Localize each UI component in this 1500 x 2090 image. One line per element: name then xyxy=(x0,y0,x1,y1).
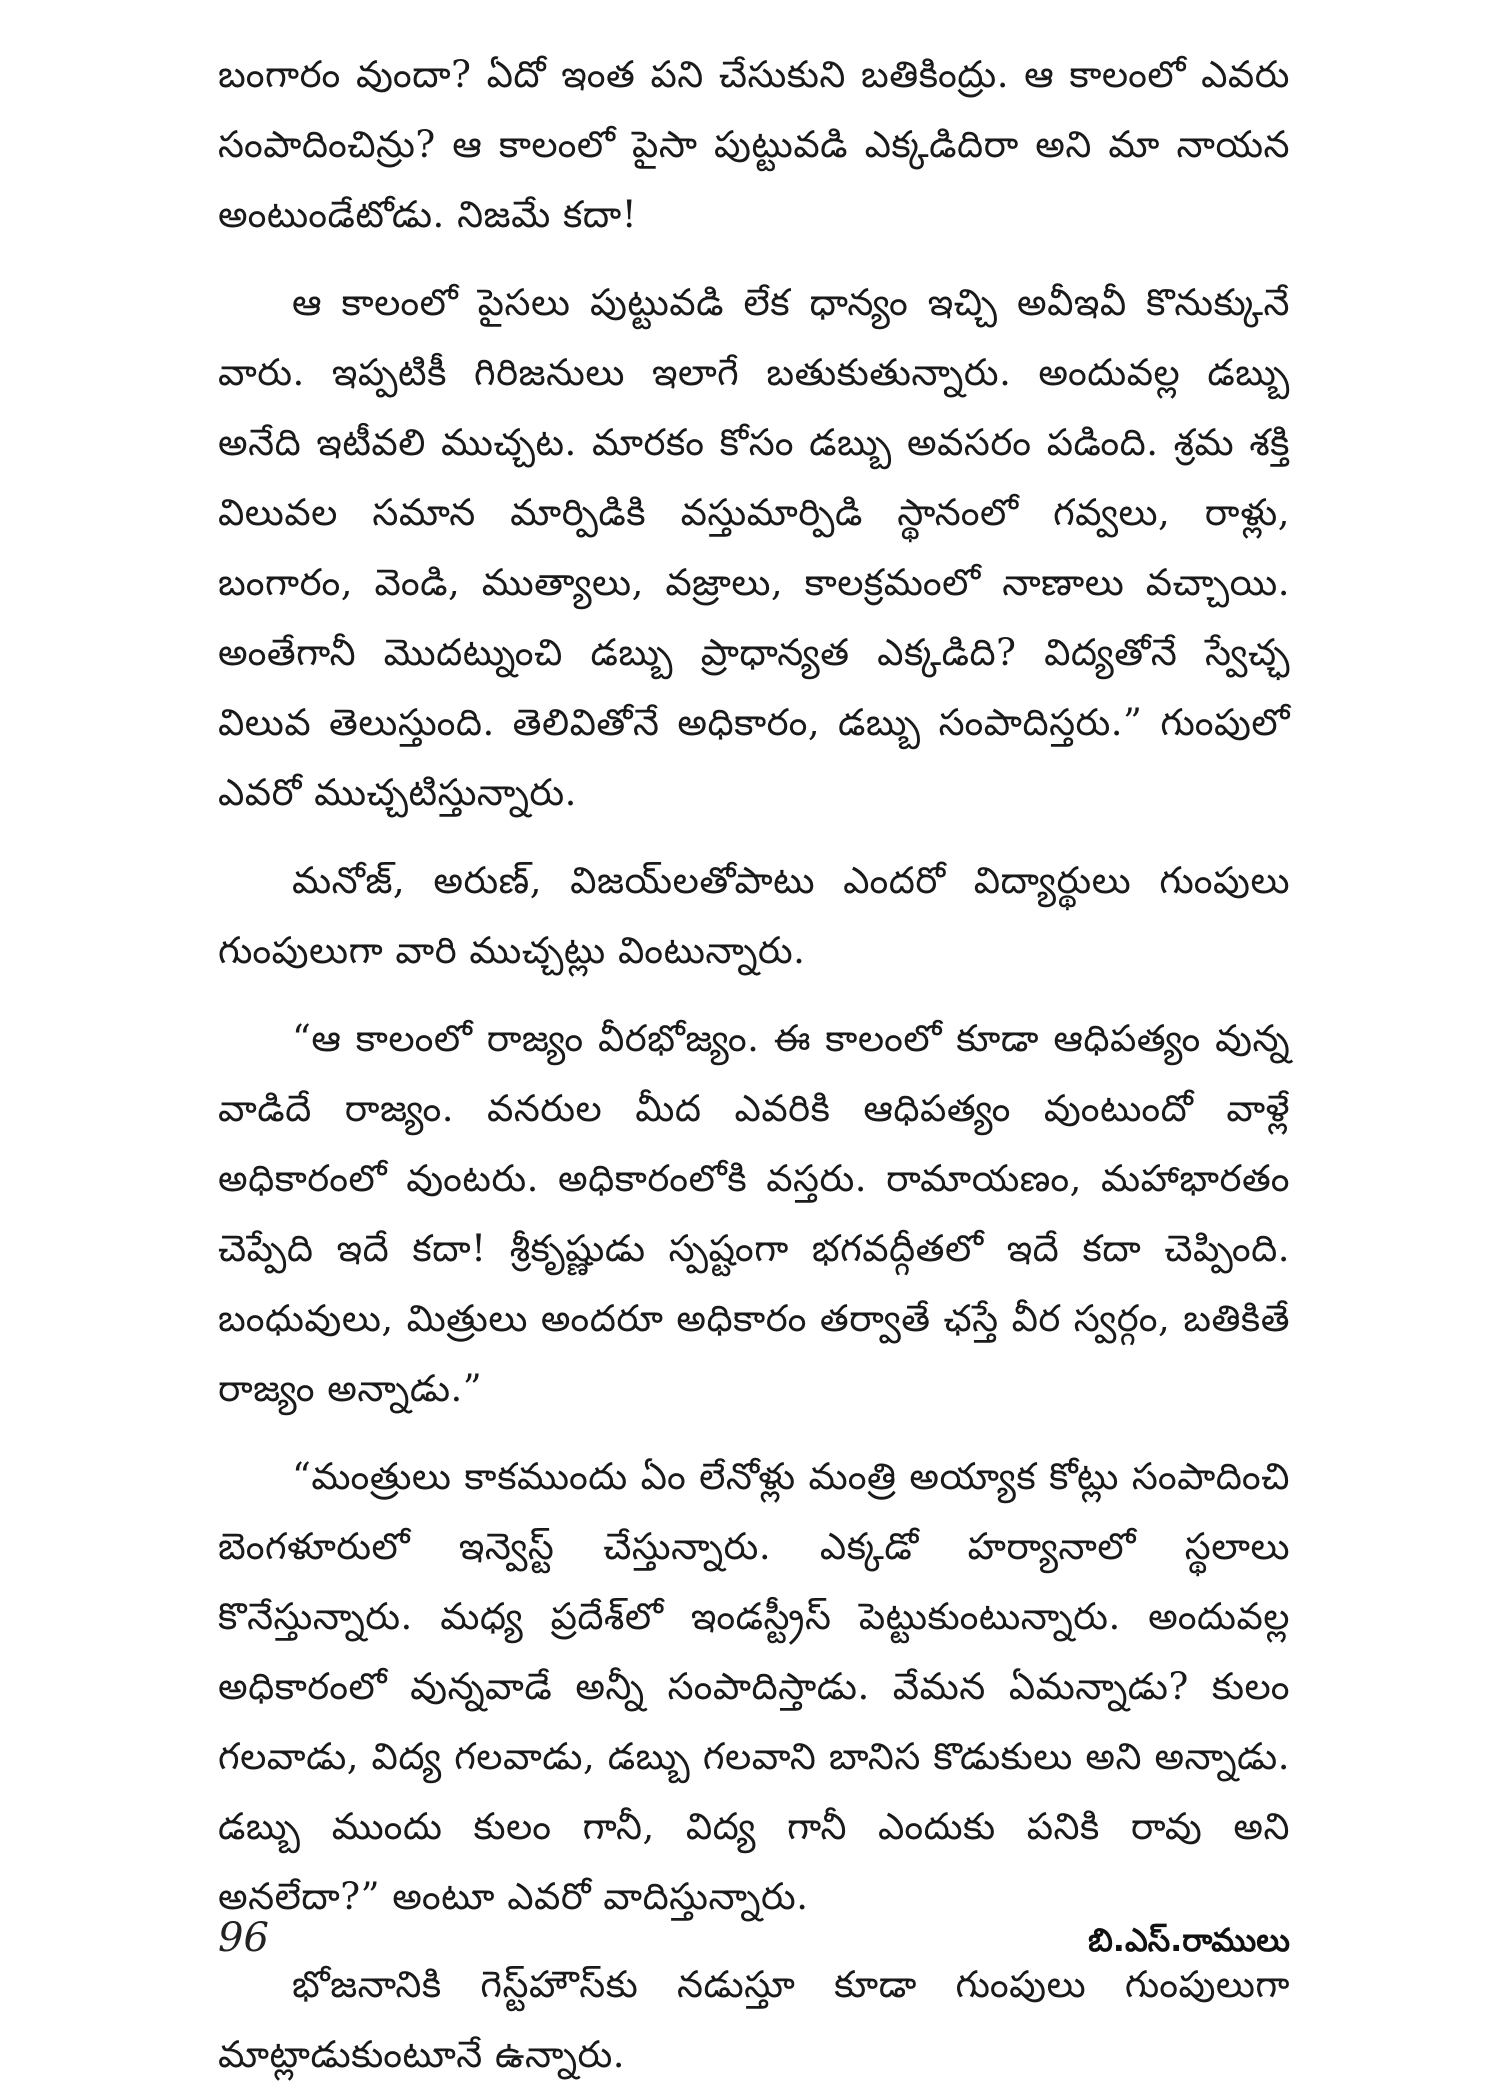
paragraph-1: బంగారం వుందా? ఏదో ఇంత పని చేసుకుని బతికింద్రు. ఆ కాలంలో ఎవరు సంపాదించిన్రు? ఆ కాలంలో పైసా పుట్టువడి ఎక్కడిదిరా అని మా నాయన అంటుండేటోడు. నిజమే కదా! xyxy=(218,53,1290,236)
paragraph-4: “ఆ కాలంలో రాజ్యం వీరభోజ్యం. ఈ కాలంలో కూడా ఆధిపత్యం వున్న వాడిదే రాజ్యం. వనరుల మీద ఎవరికి ఆధిపత్యం వుంటుందో వాళ్లే అధికారంలో వుంటరు. అధికారంలోకి వస్తరు. రామాయణం, మహాభారతం చెప్పేది ఇదే కదా! శ్రీకృష్ణుడు స్పష్టంగా భగవద్గీతలో ఇదే కదా చెప్పింది. బంధువులు, మిత్రులు అందరూ అధికారం తర్వాతే ఛస్తే వీర స్వర్గం, బతికితే రాజ్యం అన్నాడు.” xyxy=(218,1017,1290,1410)
book-page xyxy=(218,40,1290,2076)
paragraph-5: “మంత్రులు కాకముందు ఏం లేనోళ్లు మంత్రి అయ్యాక కోట్లు సంపాదించి బెంగళూరులో ఇన్వెస్ట్ చేస్తున్నారు. ఎక్కడో హర్యానాలో స్థలాలు కొనేస్తున్నారు. మధ్య ప్రదేశ్‌లో ఇండస్ట్రీస్ పెట్టుకుంటున్నారు. అందువల్ల అధికారంలో వున్నవాడే అన్నీ సంపాదిస్తాడు. వేమన ఏమన్నాడు? కులం గలవాడు, విద్య గలవాడు, డబ్బు గలవాని బానిస కొడుకులు అని అన్నాడు. డబ్బు ముందు కులం గానీ, విద్య గానీ ఎందుకు పనికి రావు అని అనలేదా?” అంటూ ఎవరో వాదిస్తున్నారు. xyxy=(218,1455,1290,1918)
paragraph-3: మనోజ్, అరుణ్, విజయ్‌లతోపాటు ఎందరో విద్యార్థులు గుంపులు గుంపులుగా వారి ముచ్చట్లు వింటున్నారు. xyxy=(218,859,1290,972)
paragraph-2: ఆ కాలంలో పైసలు పుట్టువడి లేక ధాన్యం ఇచ్చి అవీఇవీ కొనుక్కునే వారు. ఇప్పటికీ గిరిజనులు ఇలాగే బతుకుతున్నారు. అందువల్ల డబ్బు అనేది ఇటీవలి ముచ్చట. మారకం కోసం డబ్బు అవసరం పడింది. శ్రమ శక్తి విలువల సమాన మార్పిడికి వస్తుమార్పిడి స్థానంలో గవ్వలు, రాళ్లు, బంగారం, వెండి, ముత్యాలు, వజ్రాలు, కాలక్రమంలో నాణాలు వచ్చాయి. అంతేగానీ మొదట్నుంచి డబ్బు ప్రాధాన్యత ఎక్కడిది? విద్యతోనే స్వేచ్ఛ విలువ తెలుస్తుంది. తెలివితోనే అధికారం, డబ్బు సంపాదిస్తరు.” గుంపులో ఎవరో ముచ్చటిస్తున్నారు. xyxy=(218,281,1290,814)
page-footer xyxy=(218,1915,1290,1975)
paragraph-6: భోజనానికి గెస్ట్‌హౌస్‌కు నడుస్తూ కూడా గుంపులు గుంపులుగా మాట్లాడుకుంటూనే ఉన్నారు. xyxy=(218,1963,1290,2076)
author-name: బి.ఎస్.రాములు xyxy=(1088,1921,1290,1959)
page-number: 96 xyxy=(218,1915,269,1961)
body-text xyxy=(218,40,1290,2090)
